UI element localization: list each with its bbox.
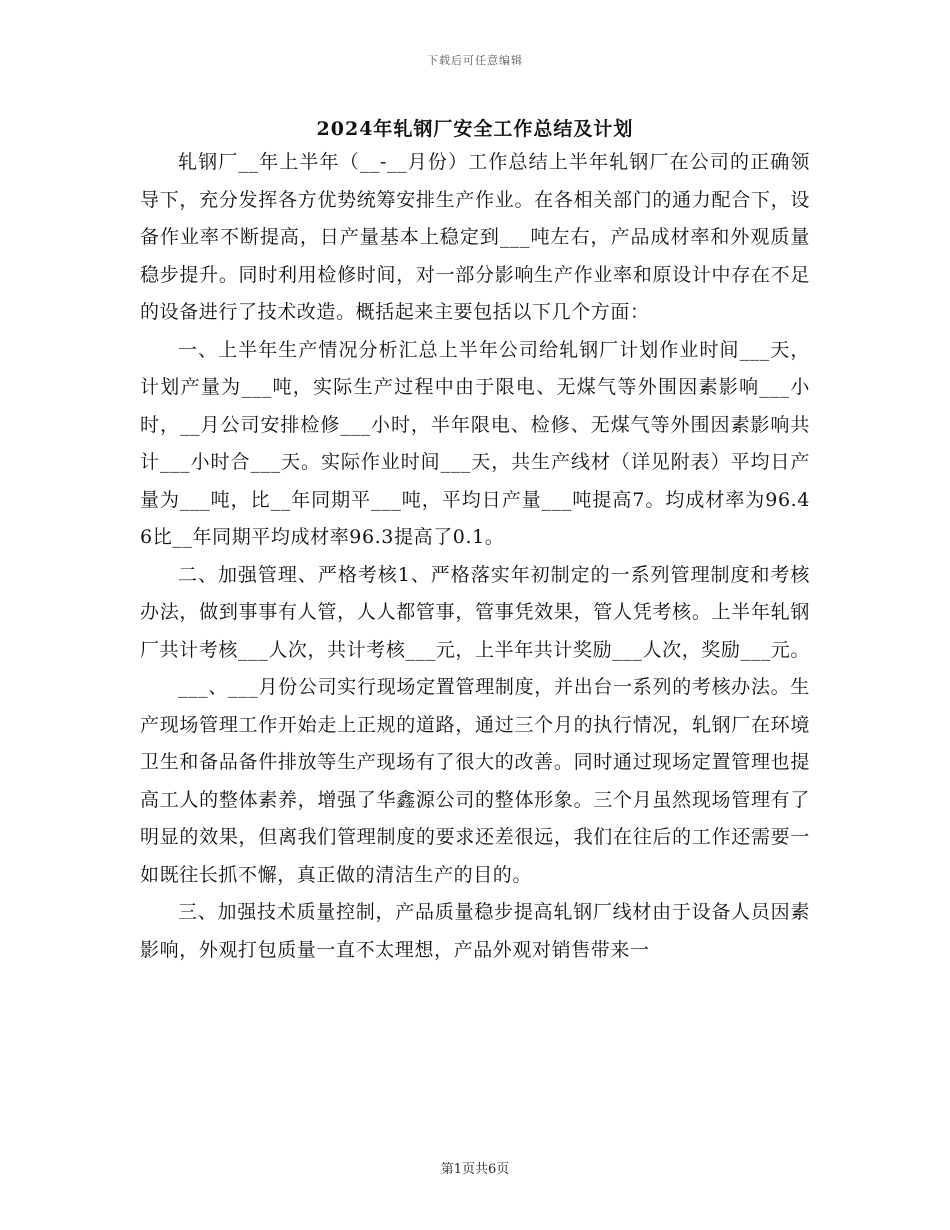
- document-body: [140, 144, 810, 969]
- paragraph-quality-control: 三、加强技术质量控制，产品质量稳步提高轧钢厂线材由于设备人员因素影响，外观打包质量一直不太理想，产品外观对销售带来一: [140, 901, 810, 961]
- paragraph-production-analysis: 一、上半年生产情况分析汇总上半年公司给轧钢厂计划作业时间___天，计划产量为___吨，实际生产过程中由于限电、无煤气等外围因素影响___小时，__月公司安排检修___小时，半年限电、检修、无煤气等外围因素影响共计___小时合___天。实际作业时间___天，共生产线材（详见附表）平均日产量为___吨，比__年同期平___吨，平均日产量___吨提高7。均成材率为96.46比__年同期平均成材率96.3提高了0.1。: [140, 338, 810, 548]
- page-number: 第1页共6页: [440, 1162, 510, 1177]
- paragraph-site-management: ___、___月份公司实行现场定置管理制度，并出台一系列的考核办法。生产现场管理工作开始走上正规的道路，通过三个月的执行情况，轧钢厂在环境卫生和备品备件排放等生产现场有了很大的改善。同时通过现场定置管理也提高工人的整体素养，增强了华鑫源公司的整体形象。三个月虽然现场管理有了明显的效果，但离我们管理制度的要求还差很远，我们在往后的工作还需要一如既往长抓不懈，真正做的清洁生产的目的。: [140, 676, 810, 886]
- page-header-note: 下载后可任意编辑: [427, 54, 523, 67]
- paragraph-management: 二、加强管理、严格考核1、严格落实年初制定的一系列管理制度和考核办法，做到事事有人管，人人都管事，管事凭效果，管人凭考核。上半年轧钢厂共计考核___人次，共计考核___元，上半年共计奖励___人次，奖励___元。: [140, 563, 811, 661]
- paragraph-intro: 轧钢厂__年上半年（__-__月份）工作总结上半年轧钢厂在公司的正确领导下，充分发挥各方优势统筹安排生产作业。在各相关部门的通力配合下，设备作业率不断提高，日产量基本上稳定到___吨左右，产品成材率和外观质量稳步提升。同时利用检修时间，对一部分影响生产作业率和原设计中存在不足的设备进行了技术改造。概括起来主要包括以下几个方面：: [140, 151, 810, 323]
- document-title: 2024年轧钢厂安全工作总结及计划: [316, 118, 634, 140]
